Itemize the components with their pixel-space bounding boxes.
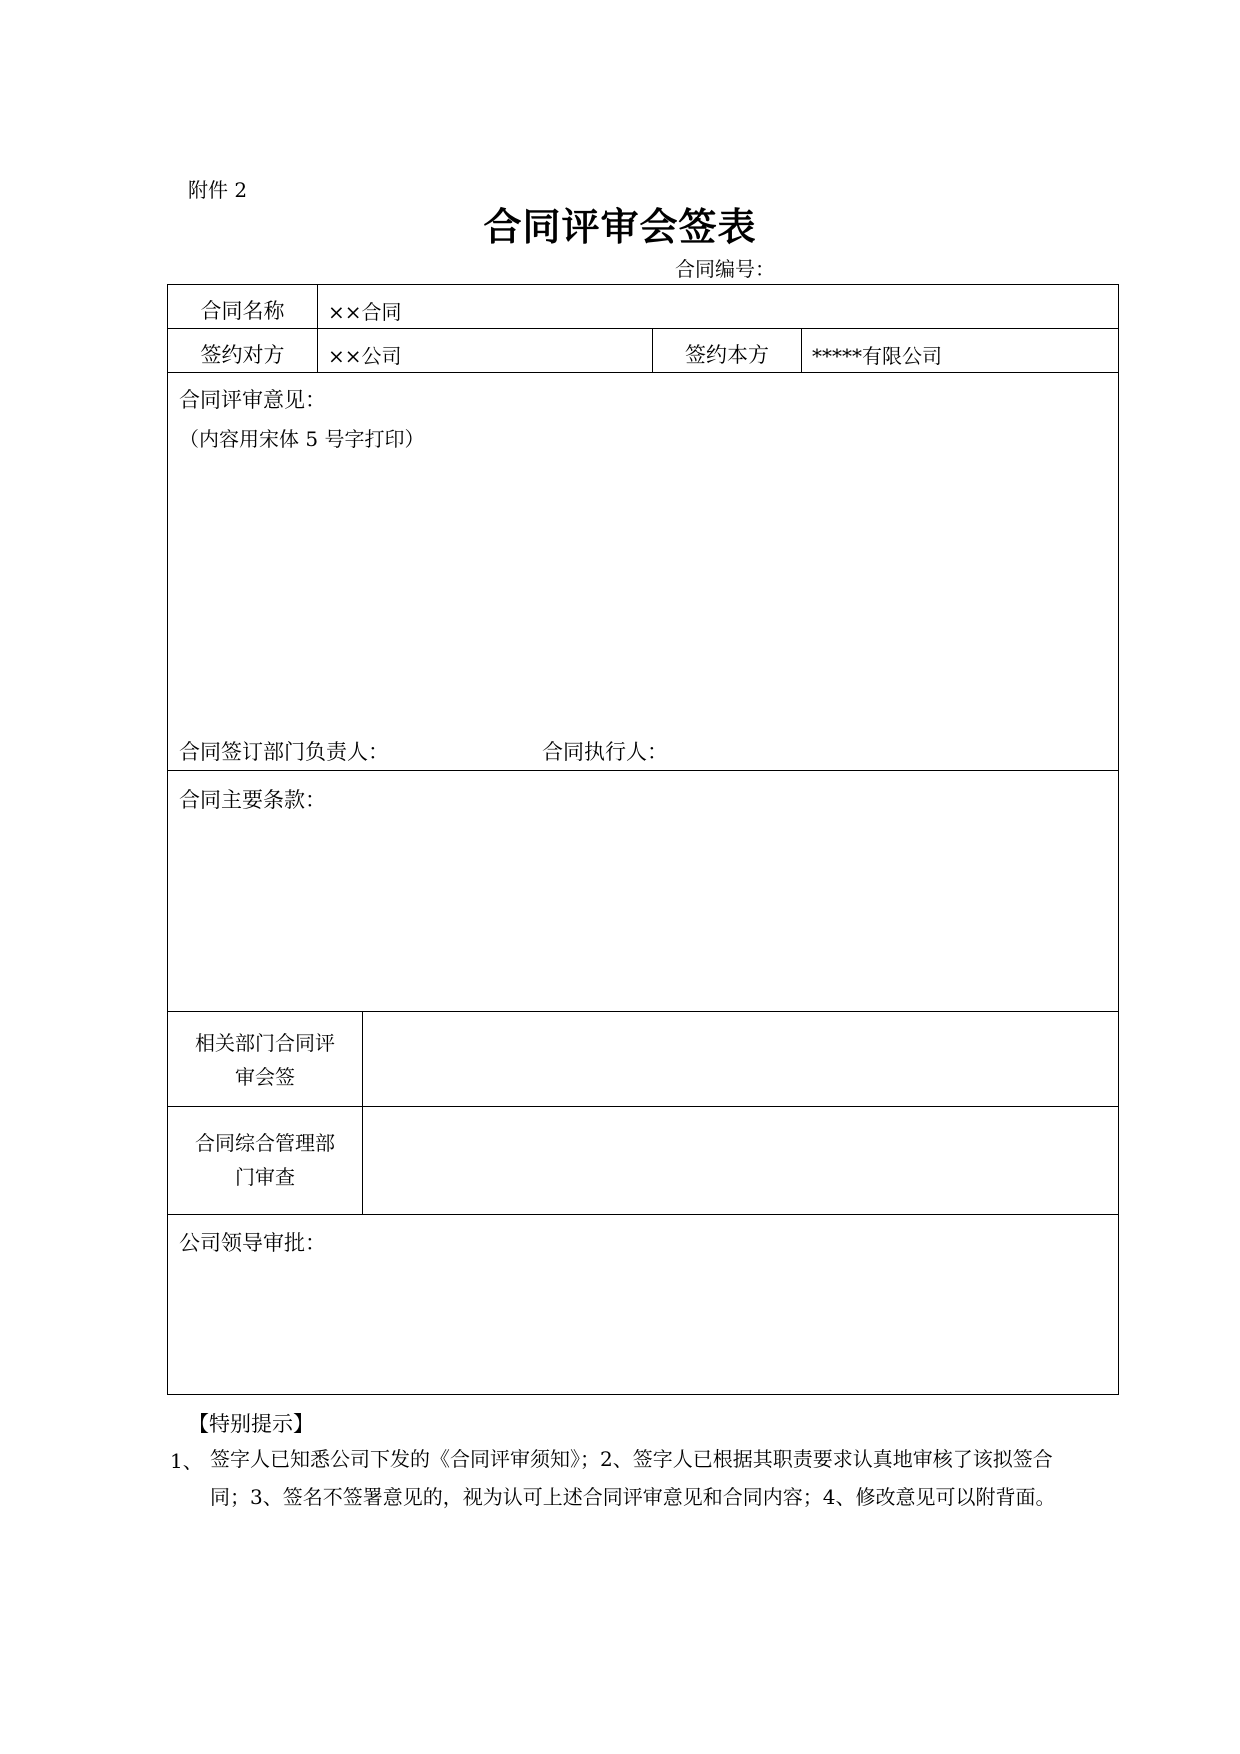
table-border-right — [1118, 284, 1119, 1395]
row-divider — [167, 1011, 1119, 1012]
attachment-label: 附件 2 — [188, 178, 248, 202]
column-divider — [801, 328, 802, 372]
review-opinion-label: 合同评审意见： — [179, 388, 326, 412]
dept-head-label: 合同签订部门负责人： — [179, 740, 389, 764]
leader-approval-label: 公司领导审批： — [179, 1231, 326, 1255]
page-title: 合同评审会签表 — [483, 205, 757, 249]
table-border-left — [167, 284, 168, 1395]
table-border-top — [167, 284, 1119, 285]
row-divider — [167, 770, 1119, 771]
contract-name-label: 合同名称 — [200, 299, 285, 323]
mgmt-dept-label-line2: 门审查 — [235, 1165, 295, 1189]
column-divider — [317, 284, 318, 372]
notice-title: 【特别提示】 — [188, 1412, 314, 1436]
notice-number: 1、 — [170, 1449, 203, 1473]
self-party-label: 签约本方 — [685, 343, 769, 367]
table-border-bottom — [167, 1394, 1119, 1395]
row-divider — [167, 1106, 1119, 1107]
column-divider — [362, 1011, 363, 1214]
self-party-value: *****有限公司 — [812, 344, 942, 368]
related-dept-label-line2: 审会签 — [235, 1065, 295, 1089]
row-divider — [167, 1214, 1119, 1215]
counterparty-value: ××公司 — [328, 344, 402, 368]
counterparty-label: 签约对方 — [200, 343, 285, 367]
main-terms-label: 合同主要条款： — [179, 788, 326, 812]
contract-name-value: ××合同 — [328, 300, 402, 324]
related-dept-review-label — [168, 1026, 362, 1094]
row-divider — [167, 328, 1119, 329]
row-divider — [167, 372, 1119, 373]
related-dept-label-line1: 相关部门合同评 — [195, 1031, 335, 1055]
mgmt-dept-review-label — [168, 1126, 362, 1194]
notice-text: 签字人已知悉公司下发的《合同评审须知》；2、签字人已根据其职责要求认真地审核了该拟签合同；3、签名不签署意见的，视为认可上述合同评审意见和合同内容；4、修改意见可以附背面。 — [210, 1447, 1056, 1509]
mgmt-dept-label-line1: 合同综合管理部 — [195, 1131, 335, 1155]
review-opinion-note: （内容用宋体 5 号字打印） — [179, 427, 425, 451]
contract-number-label: 合同编号： — [675, 257, 775, 281]
executor-label: 合同执行人： — [542, 740, 668, 764]
